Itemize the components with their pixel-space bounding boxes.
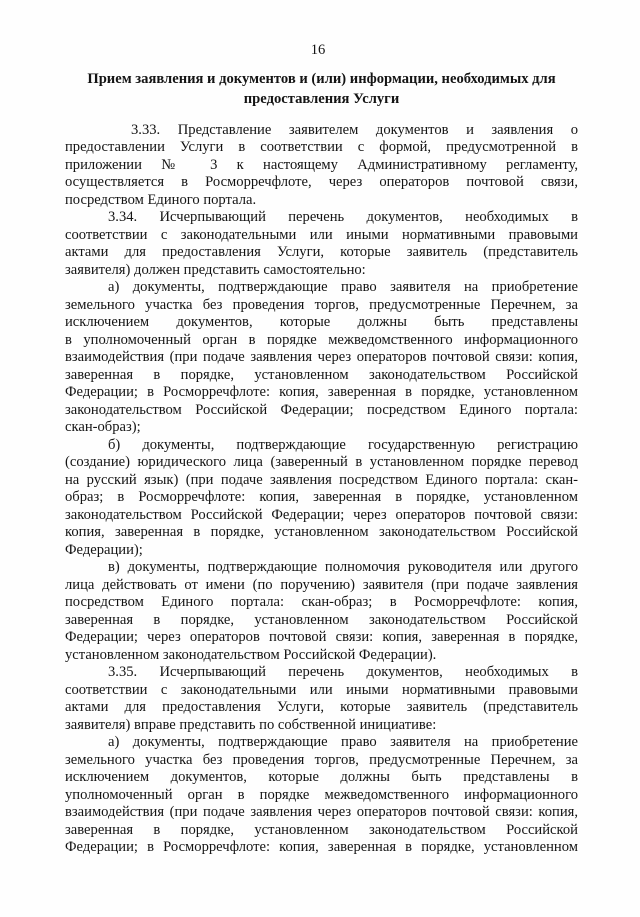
- text-line: Федерации; через операторов почтовой связи: копия, заверенная в порядке,: [65, 629, 578, 645]
- text-line: Федерации);: [65, 541, 143, 558]
- text-line: на русский язык) (при подаче заявления посредством Единого портала: скан-: [65, 471, 578, 488]
- clause-3-34: [65, 209, 578, 279]
- text-line: образ; в Росморречфлоте: копия, заверенная в порядке, установленном: [65, 489, 578, 505]
- text-line: Федерации; в Росморречфлоте: копия, заверенная в порядке, установленном: [65, 384, 578, 400]
- text-line: 3.33. Представление заявителем документов и заявления о: [131, 121, 578, 138]
- text-line: предоставлении Услуги в соответствии с формой, предусмотренной в: [65, 139, 578, 155]
- document-body: [65, 122, 578, 857]
- text-line: заявителя) должен представить самостоятельно:: [65, 261, 366, 278]
- text-line: 3.34. Исчерпывающий перечень документов, необходимых в: [108, 209, 578, 225]
- text-line: земельного участка без проведения торгов, предусмотренные Перечнем, за: [65, 296, 578, 313]
- clause-3-35-item-a: [65, 734, 578, 857]
- text-line: заверенная в порядке, установленном законодательством Российской: [65, 821, 578, 838]
- text-line: лица действовать от имени (по поручению) заявителя (при подаче заявления: [65, 576, 578, 593]
- text-line: а) документы, подтверждающие право заявителя на приобретение: [108, 279, 578, 295]
- text-line: а) документы, подтверждающие право заявителя на приобретение: [108, 734, 578, 750]
- text-line: земельного участка без проведения торгов, предусмотренные Перечнем, за: [65, 751, 578, 768]
- text-line: исключением документов, которые должны быть представлены: [65, 314, 578, 330]
- text-line: 3.35. Исчерпывающий перечень документов, необходимых в: [108, 664, 578, 680]
- text-line: копия, заверенная в порядке, установленном законодательством Российской: [65, 524, 578, 540]
- clause-3-34-item-b: [65, 437, 578, 560]
- section-title-line: предоставления Услуги: [243, 91, 400, 107]
- text-line: приложении № 3 к настоящему Административному регламенту,: [65, 156, 578, 173]
- text-line: установленном законодательством Российской Федерации).: [65, 646, 437, 663]
- text-line: соответствии с законодательными или иными нормативными правовыми: [65, 681, 578, 698]
- text-line: взаимодействия (при подаче заявления через операторов почтовой связи: копия,: [65, 349, 578, 365]
- text-line: заявителя) вправе представить по собственной инициативе:: [65, 716, 437, 733]
- text-line: уполномоченный орган в порядке межведомственного информационного: [65, 786, 578, 803]
- section-title: [65, 69, 578, 109]
- text-line: заверенная в порядке, установленном законодательством Российской: [65, 366, 578, 383]
- text-line: (создание) юридического лица (заверенный в установленном порядке перевод: [65, 454, 578, 470]
- text-line: актами для предоставления Услуги, которые заявитель (представитель: [65, 699, 578, 715]
- text-line: осуществляется в Росморречфлоте, через операторов почтовой связи,: [65, 174, 578, 190]
- text-line: законодательством Российской Федерации; через операторов почтовой связи:: [65, 506, 578, 523]
- text-line: исключением документов, которые должны быть представлены в: [65, 769, 578, 785]
- text-line: в) документы, подтверждающие полномочия руководителя или другого: [108, 559, 578, 575]
- text-line: законодательством Российской Федерации; посредством Единого портала:: [65, 401, 578, 418]
- text-line: посредством Единого портала: скан-образ; в Росморречфлоте: копия,: [65, 594, 578, 610]
- text-line: заверенная в порядке, установленном законодательством Российской: [65, 611, 578, 628]
- text-line: скан-образ);: [65, 419, 141, 435]
- text-line: посредством Единого портала.: [65, 191, 257, 208]
- clause-3-34-item-a: [65, 279, 578, 437]
- clause-3-33: [65, 122, 578, 210]
- clause-3-34-item-v: [65, 559, 578, 664]
- section-title-line: Прием заявления и документов и (или) информации, необходимых для: [87, 71, 556, 87]
- text-line: соответствии с законодательными или иными нормативными правовыми: [65, 226, 578, 243]
- text-line: в уполномоченный орган в порядке межведомственного информационного: [65, 331, 578, 348]
- text-line: взаимодействия (при подаче заявления через операторов почтовой связи: копия,: [65, 804, 578, 820]
- page-number: 16: [310, 42, 326, 58]
- text-line: Федерации; в Росморречфлоте: копия, заверенная в порядке, установленном: [65, 839, 578, 855]
- clause-3-35: [65, 664, 578, 734]
- text-line: б) документы, подтверждающие государственную регистрацию: [108, 436, 578, 453]
- text-line: актами для предоставления Услуги, которые заявитель (представитель: [65, 244, 578, 260]
